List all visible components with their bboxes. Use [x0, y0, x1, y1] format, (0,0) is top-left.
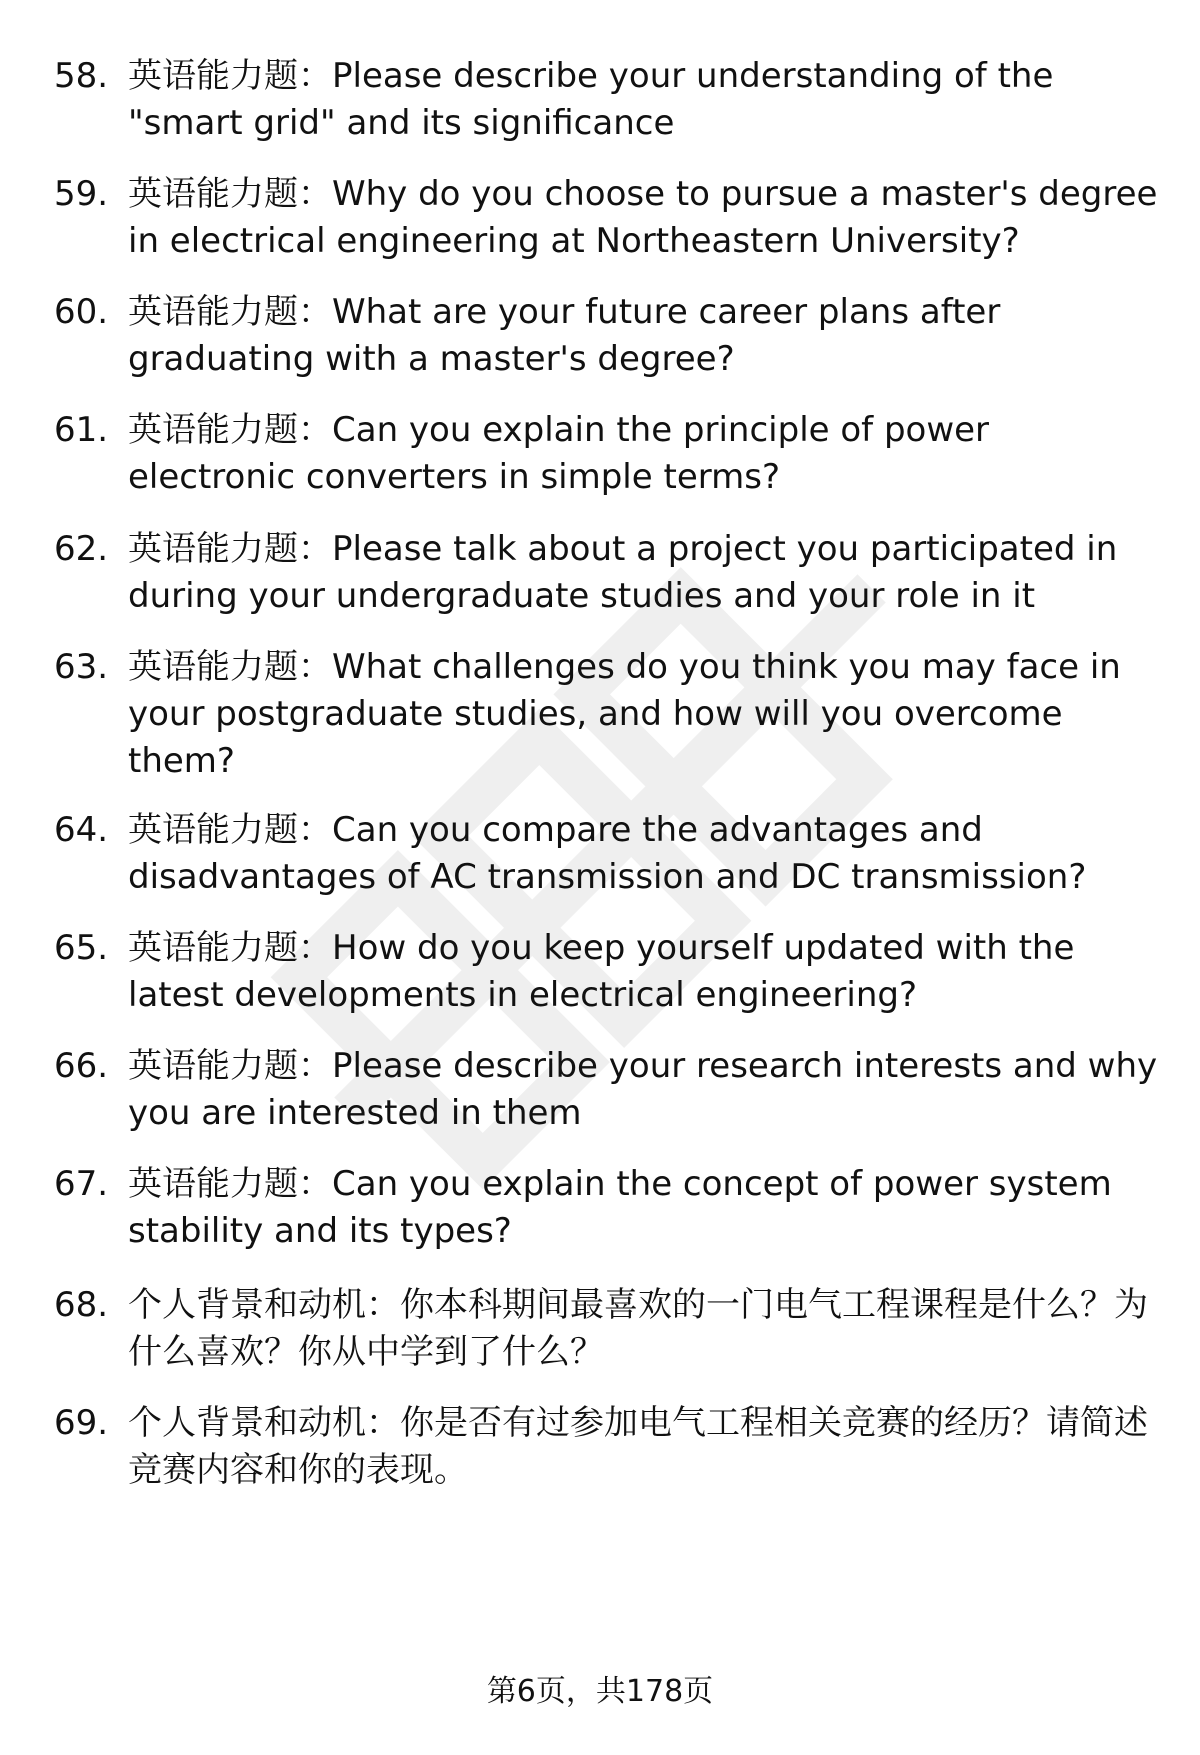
question-number: 62.	[54, 529, 109, 569]
question-number: 65.	[54, 928, 109, 968]
question-text: 英语能力题：How do you keep yourself updated with the latest developments in electrical engineering?	[128, 928, 1075, 1015]
question-text: 个人背景和动机：你是否有过参加电气工程相关竞赛的经历？请简述竞赛内容和你的表现。	[128, 1403, 1148, 1490]
question-number: 64.	[54, 810, 109, 850]
question-text: 英语能力题：Please describe your research interests and why you are interested in them	[128, 1046, 1158, 1133]
question-text: 英语能力题：What are your future career plans after graduating with a master's degree?	[128, 292, 1001, 379]
question-text: 英语能力题：Why do you choose to pursue a master's degree in electrical engineering at Northeastern University?	[128, 174, 1158, 261]
question-number: 66.	[54, 1046, 109, 1086]
question-text: 英语能力题：What challenges do you think you may face in your postgraduate studies, and how will you overcome them?	[128, 647, 1121, 781]
question-number: 69.	[54, 1403, 109, 1443]
question-number: 60.	[54, 292, 109, 332]
question-text: 英语能力题：Can you compare the advantages and disadvantages of AC transmission and DC transmission?	[128, 810, 1087, 897]
question-number: 67.	[54, 1164, 109, 1204]
question-text: 英语能力题：Can you explain the concept of power system stability and its types?	[128, 1164, 1112, 1251]
question-number: 68.	[54, 1285, 109, 1325]
question-text: 个人背景和动机：你本科期间最喜欢的一门电气工程课程是什么？为什么喜欢？你从中学到了什么？	[128, 1285, 1148, 1372]
question-text: 英语能力题：Please describe your understanding of the "smart grid" and its significance	[128, 56, 1054, 143]
question-text: 英语能力题：Can you explain the principle of power electronic converters in simple terms?	[128, 410, 990, 497]
question-number: 58.	[54, 56, 109, 96]
question-text: 英语能力题：Please talk about a project you participated in during your undergraduate studies and your role in it	[128, 529, 1118, 616]
question-number: 59.	[54, 174, 109, 214]
question-number: 63.	[54, 647, 109, 687]
page-footer: 第6页，共178页	[486, 1674, 714, 1709]
question-number: 61.	[54, 410, 109, 450]
